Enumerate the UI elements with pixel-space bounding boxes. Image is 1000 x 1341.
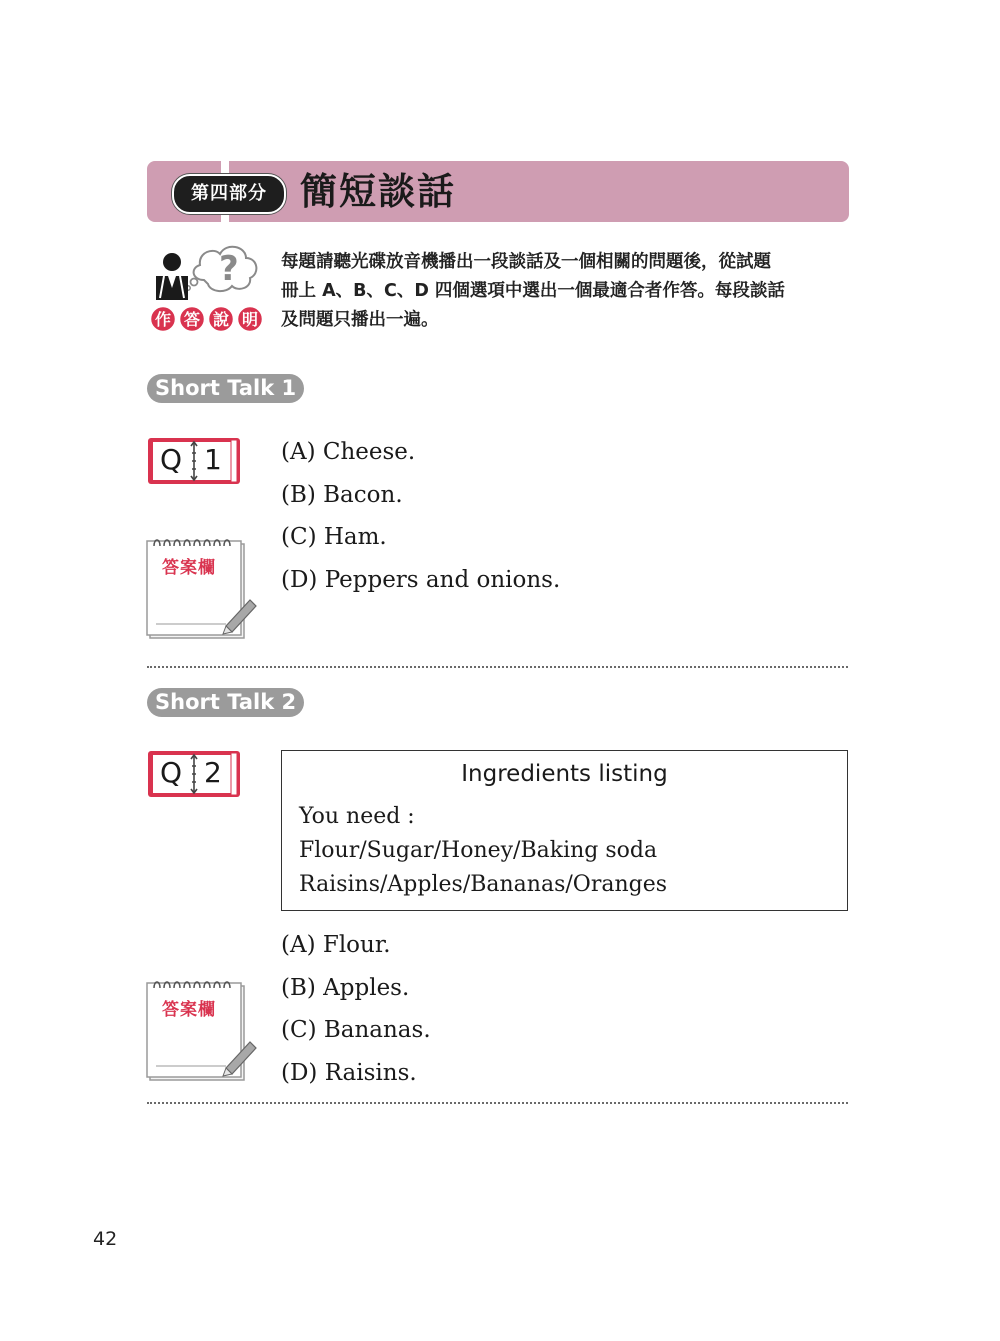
ingredients-line: Raisins/Apples/Bananas/Oranges (299, 872, 668, 897)
instruction-label-char: 明 (241, 310, 258, 329)
option-d[interactable]: (D) Raisins. (281, 1060, 417, 1086)
ingredients-box (281, 750, 848, 911)
ingredients-title: Ingredients listing (461, 761, 668, 787)
short-talk-2-pill: Short Talk 2 (147, 688, 304, 717)
instruction-label-char: 答 (183, 310, 200, 329)
answer-sheet-label: 答案欄 (162, 558, 216, 578)
short-talk-1-pill: Short Talk 1 (147, 374, 304, 403)
instructions-line: 冊上 A、B、C、D 四個選項中選出一個最適合者作答。每段談話 (281, 281, 785, 301)
instruction-label (149, 305, 265, 333)
notepad-icon (146, 534, 258, 642)
question-letter: Q (160, 756, 183, 789)
instructions-line: 及問題只播出一遍。 (281, 310, 439, 330)
option-a[interactable]: (A) Cheese. (281, 439, 416, 465)
answer-sheet-label: 答案欄 (162, 1000, 216, 1020)
option-d[interactable]: (D) Peppers and onions. (281, 567, 561, 593)
option-b[interactable]: (B) Apples. (281, 975, 410, 1001)
svg-text:?: ? (219, 249, 239, 289)
separator (147, 1102, 848, 1104)
part-badge: 第四部分 (172, 174, 286, 214)
question-number: 2 (204, 756, 222, 789)
instructions-text (281, 248, 851, 335)
notepad-icon (146, 976, 258, 1084)
option-c[interactable]: (C) Bananas. (281, 1017, 431, 1043)
question-1-badge (147, 437, 241, 485)
answer-notepad-1[interactable] (146, 534, 258, 642)
separator (147, 666, 848, 668)
question-letter: Q (160, 443, 183, 476)
question-cloud-icon (186, 247, 257, 291)
instructions-line: 每題請聽光碟放音機播出一段談話及一個相關的問題後，從試題 (281, 252, 771, 272)
option-b[interactable]: (B) Bacon. (281, 482, 403, 508)
option-c[interactable]: (C) Ham. (281, 524, 387, 550)
ingredients-line: You need : (299, 804, 415, 829)
instruction-label-char: 作 (154, 310, 171, 329)
question-2-badge (147, 750, 241, 798)
page-number: 42 (93, 1228, 118, 1250)
answer-notepad-2[interactable] (146, 976, 258, 1084)
option-a[interactable]: (A) Flour. (281, 932, 391, 958)
question-number: 1 (204, 443, 222, 476)
section-title: 簡短談話 (300, 170, 456, 213)
ingredients-line: Flour/Sugar/Honey/Baking soda (299, 838, 658, 863)
instruction-label-char: 說 (212, 310, 229, 329)
